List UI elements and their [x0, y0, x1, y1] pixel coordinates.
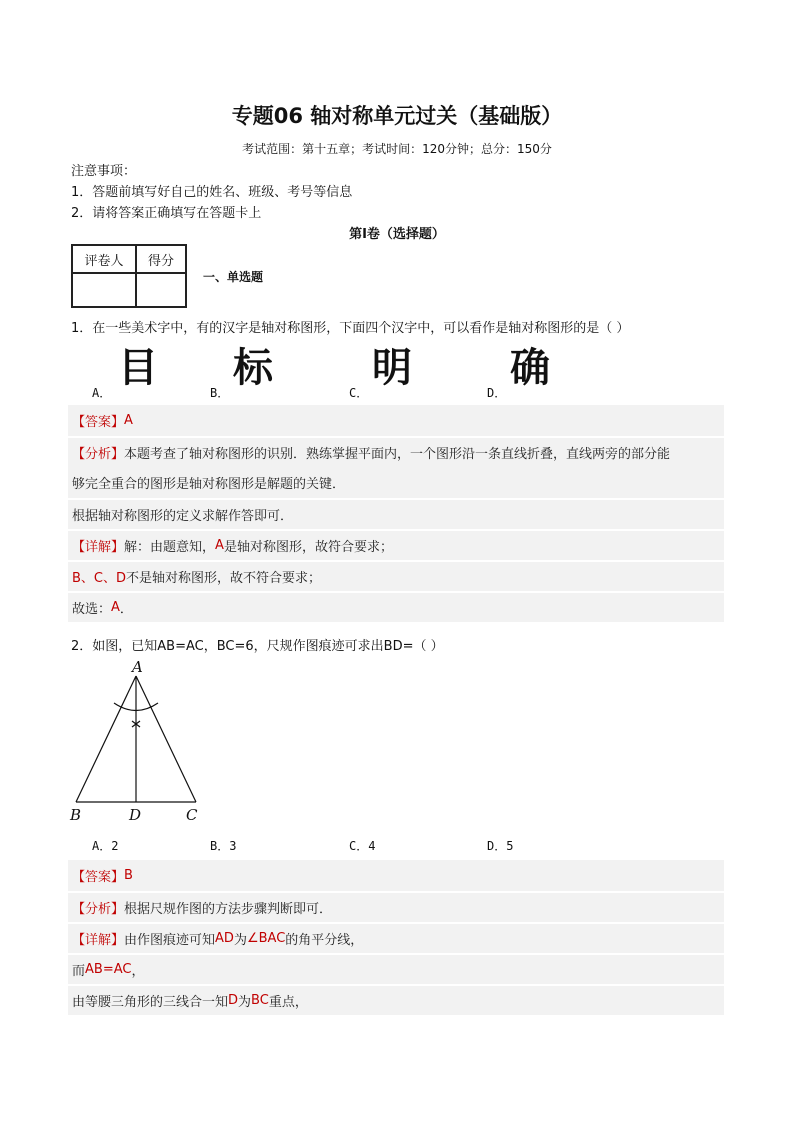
question-2-stem: 2．如图，已知AB=AC，BC=6，尺规作图痕迹可求出BD=（ ） [71, 639, 444, 654]
option-letter: D． [487, 839, 507, 853]
detail-text: 故选： [72, 602, 112, 617]
analysis-label: 【分析】 [72, 902, 125, 917]
q2-answer-line [68, 860, 724, 891]
q2-answer-block [68, 860, 724, 1015]
q1-detail-line [68, 529, 724, 560]
detail-text: 的角平分线， [285, 933, 364, 948]
detail-text: 不是轴对称图形，故不符合要求； [126, 571, 322, 586]
q1-answer-block [68, 405, 724, 622]
isosceles-triangle-figure [66, 658, 216, 828]
q1-analysis-line-2 [68, 467, 724, 498]
option-value: 2 [111, 839, 119, 853]
page-title: 专题06 轴对称单元过关（基础版） [231, 104, 563, 128]
detail-label: 【详解】 [72, 933, 125, 948]
detail-text: 由作图痕迹可知 [124, 933, 216, 948]
detail-text: 是轴对称图形，故符合要求； [223, 540, 393, 555]
analysis-text: 够完全重合的图形是轴对称图形是解题的关键． [72, 477, 346, 492]
option-value: 3 [229, 839, 237, 853]
score-table-header-grader: 评卷人 [72, 245, 136, 273]
side-ab [76, 676, 136, 802]
q2-option-d[interactable] [487, 837, 513, 854]
detail-text: 为 [238, 995, 252, 1010]
detail-text: 解：由题意知， [124, 540, 216, 555]
answer-label: 【答案】 [72, 415, 125, 430]
detail-text: ． [119, 602, 133, 617]
notes-heading: 注意事项： [71, 164, 137, 179]
q1-detail-line-2 [68, 560, 724, 591]
q1-analysis-line [68, 436, 724, 467]
option-letter: B． [210, 839, 230, 853]
detail-highlight: AD [215, 931, 234, 946]
detail-text: 重点， [268, 995, 308, 1010]
detail-text: 为 [233, 933, 247, 948]
q1-option-c-letter: C． [349, 386, 369, 400]
q1-option-c-char[interactable]: 明 [372, 345, 412, 391]
option-value: 4 [368, 839, 376, 853]
detail-highlight: D [228, 993, 239, 1008]
section-title: 第I卷（选择题） [349, 227, 445, 242]
q1-detail-line-3 [68, 591, 724, 622]
q2-detail-line-2 [68, 953, 724, 984]
answer-label: 【答案】 [72, 870, 125, 885]
analysis-text: 根据轴对称图形的定义求解作答即可． [72, 509, 294, 524]
q2-detail-line [68, 922, 724, 953]
score-cell[interactable] [136, 273, 186, 307]
q1-analysis-line-3 [68, 498, 724, 529]
detail-highlight: AB=AC [85, 962, 132, 977]
detail-highlight: ∠BAC [246, 931, 286, 946]
label-d: D [129, 806, 142, 824]
detail-highlight: A [215, 538, 224, 553]
analysis-text: 本题考查了轴对称图形的识别．熟练掌握平面内，一个图形沿一条直线折叠，直线两旁的部分能 [124, 447, 671, 462]
q2-option-b[interactable] [210, 837, 236, 854]
label-a: A [132, 658, 143, 676]
detail-text: 而 [72, 964, 86, 979]
q1-option-d-letter: D． [487, 386, 507, 400]
q2-option-c[interactable] [349, 837, 375, 854]
label-b: B [70, 806, 82, 824]
q2-analysis-line [68, 891, 724, 922]
grader-cell[interactable] [72, 273, 136, 307]
exam-info: 考试范围：第十五章；考试时间：120分钟；总分：150分 [242, 142, 552, 156]
score-table [71, 244, 187, 308]
detail-highlight: A [111, 600, 120, 615]
analysis-label: 【分析】 [72, 447, 125, 462]
score-table-header-score: 得分 [136, 245, 186, 273]
q2-option-a[interactable] [92, 837, 118, 854]
analysis-text: 根据尺规作图的方法步骤判断即可． [124, 902, 333, 917]
label-c: C [186, 806, 198, 824]
answer-value: B [124, 868, 133, 883]
notes-item: 1．答题前填写好自己的姓名、班级、考号等信息 [71, 185, 353, 200]
part-heading: 一、单选题 [203, 270, 264, 284]
q1-option-d-char[interactable]: 确 [510, 345, 550, 391]
q1-option-a-letter: A． [92, 386, 112, 400]
detail-text: ， [131, 964, 145, 979]
detail-text: 由等腰三角形的三线合一知 [72, 995, 229, 1010]
q1-option-a-char[interactable]: 目 [118, 345, 158, 391]
q1-option-b-char[interactable]: 标 [233, 345, 273, 391]
q1-option-b-letter: B． [210, 386, 230, 400]
option-letter: C． [349, 839, 369, 853]
q2-detail-line-3 [68, 984, 724, 1015]
detail-label: 【详解】 [72, 540, 125, 555]
detail-highlight: BC [251, 993, 269, 1008]
side-ac [136, 676, 196, 802]
answer-value: A [124, 413, 133, 428]
q1-answer-line [68, 405, 724, 436]
question-1-stem: 1．在一些美术字中，有的汉字是轴对称图形，下面四个汉字中，可以看作是轴对称图形的是（ ） [71, 321, 630, 336]
notes-item: 2．请将答案正确填写在答题卡上 [71, 206, 262, 221]
option-letter: A． [92, 839, 112, 853]
detail-highlight: B、C、D [72, 571, 127, 586]
option-value: 5 [506, 839, 514, 853]
